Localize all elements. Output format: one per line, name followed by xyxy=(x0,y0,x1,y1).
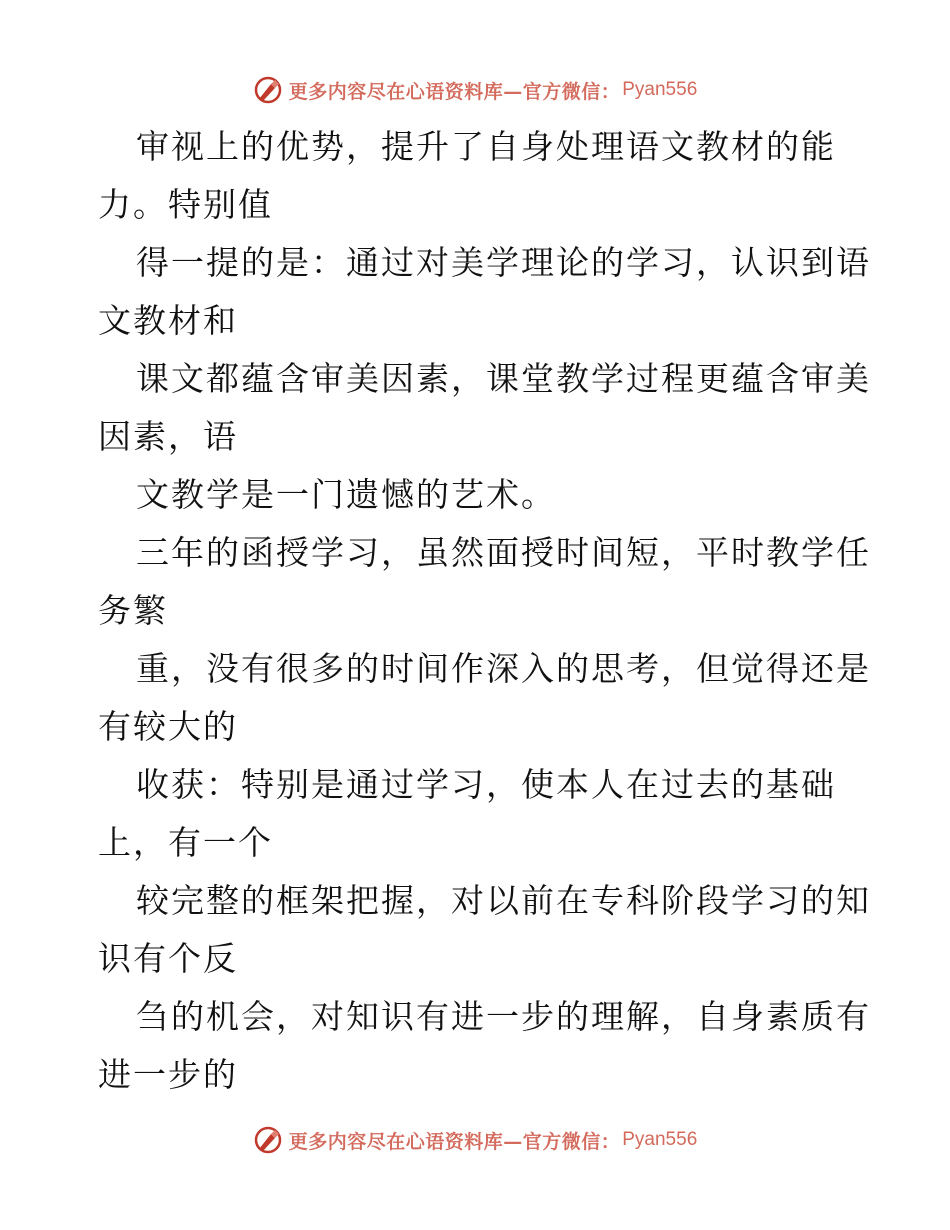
header-banner-id: Pyan556 xyxy=(622,79,698,100)
body-line: 审视上的优势，提升了自身处理语文教材的能 xyxy=(136,127,836,166)
body-line: 刍的机会，对知识有进一步的理解，自身素质有 xyxy=(136,997,871,1036)
header-banner-text: 更多内容尽在心语资料库—官方微信： xyxy=(288,80,621,103)
body-line: 课文都蕴含审美因素，课堂教学过程更蕴含审美 xyxy=(136,359,871,398)
body-line: 进一步的 xyxy=(98,1055,238,1094)
body-line: 务繁 xyxy=(98,591,168,630)
body-line: 较完整的框架把握，对以前在专科阶段学习的知 xyxy=(136,881,871,920)
body-line: 有较大的 xyxy=(98,707,238,746)
body-line: 因素，语 xyxy=(98,417,238,456)
body-line: 三年的函授学习，虽然面授时间短，平时教学任 xyxy=(136,533,871,572)
body-line: 上，有一个 xyxy=(98,823,273,862)
body-line: 文教学是一门遗憾的艺术。 xyxy=(136,475,556,514)
body-line: 收获：特别是通过学习，使本人在过去的基础 xyxy=(136,765,836,804)
footer-banner-text: 更多内容尽在心语资料库—官方微信： xyxy=(288,1130,621,1153)
header-banner xyxy=(0,70,950,110)
document-body xyxy=(98,118,871,1104)
body-line: 识有个反 xyxy=(98,939,238,978)
body-line: 得一提的是：通过对美学理论的学习，认识到语 xyxy=(136,243,871,282)
body-line: 力。特别值 xyxy=(98,185,273,224)
pen-logo-icon xyxy=(253,75,283,105)
pen-logo-icon xyxy=(253,1125,283,1155)
body-line: 文教材和 xyxy=(98,301,238,340)
footer-banner-id: Pyan556 xyxy=(622,1129,698,1150)
footer-banner xyxy=(0,1120,950,1160)
body-line: 重，没有很多的时间作深入的思考，但觉得还是 xyxy=(136,649,871,688)
